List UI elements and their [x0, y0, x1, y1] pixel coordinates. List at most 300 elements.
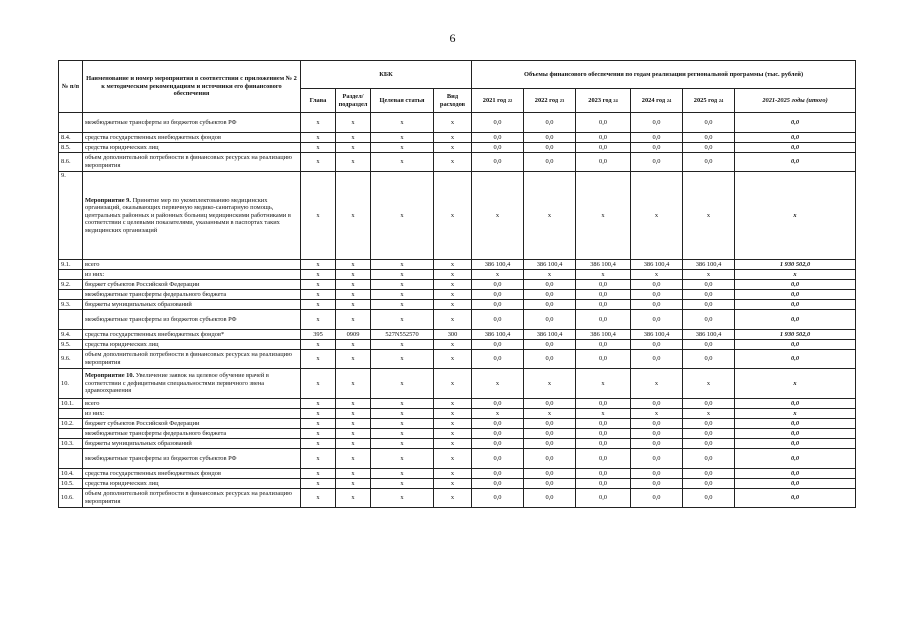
kbk-cell: x: [301, 489, 336, 508]
kbk-cell: x: [434, 143, 472, 153]
value-cell: 0,0: [524, 479, 576, 489]
kbk-cell: x: [336, 290, 371, 300]
kbk-cell: x: [301, 419, 336, 429]
value-cell: 0,0: [472, 429, 524, 439]
value-cell: 0,0: [683, 469, 735, 479]
value-cell: 0,0: [683, 429, 735, 439]
value-cell: 386 100,4: [472, 330, 524, 340]
value-cell: x: [472, 172, 524, 260]
total-cell: 0,0: [735, 489, 856, 508]
row-label: межбюджетные трансферты из бюджетов субъектов РФ: [85, 118, 237, 126]
kbk-cell: x: [434, 469, 472, 479]
row-label: средства государственных внебюджетных фондов: [85, 469, 221, 477]
kbk-cell: x: [371, 172, 434, 260]
value-cell: 0,0: [576, 290, 631, 300]
row-number: 9.6.: [59, 350, 83, 369]
kbk-cell: x: [371, 133, 434, 143]
kbk-cell: x: [301, 340, 336, 350]
value-cell: 0,0: [631, 419, 683, 429]
value-cell: x: [524, 369, 576, 399]
table-row: [59, 260, 856, 270]
kbk-cell: x: [371, 399, 434, 409]
total-cell: 0,0: [735, 300, 856, 310]
kbk-cell: x: [434, 280, 472, 290]
row-name: [83, 113, 301, 133]
row-number: 9.2.: [59, 280, 83, 290]
kbk-cell: x: [336, 310, 371, 330]
value-cell: 0,0: [683, 350, 735, 369]
value-cell: 386 100,4: [524, 260, 576, 270]
header-kbk-vid: Вид расходов: [434, 89, 472, 113]
value-cell: x: [683, 172, 735, 260]
value-cell: 0,0: [631, 310, 683, 330]
row-label: бюджет субъектов Российской Федерации: [85, 419, 200, 427]
kbk-cell: x: [301, 113, 336, 133]
value-cell: 0,0: [631, 143, 683, 153]
value-cell: 0,0: [576, 429, 631, 439]
table-row: [59, 469, 856, 479]
value-cell: 0,0: [631, 133, 683, 143]
value-cell: 0,0: [631, 399, 683, 409]
kbk-cell: x: [434, 399, 472, 409]
value-cell: 0,0: [683, 439, 735, 449]
row-label: Увеличение заявок на целевое обучение врачей в соответствии с дефицитными специальностями первичного звена здравоохранения: [85, 372, 269, 395]
kbk-cell: x: [336, 419, 371, 429]
header-year-2024: 2024 год 24: [631, 89, 683, 113]
kbk-cell: x: [371, 479, 434, 489]
value-cell: 0,0: [524, 113, 576, 133]
header-year-2022: 2022 год 23: [524, 89, 576, 113]
row-label: объем дополнительной потребности в финансовых ресурсах на реализацию мероприятия: [85, 154, 292, 169]
header-kbk-glava: Глава: [301, 89, 336, 113]
header-kbk-statya: Целевая статья: [371, 89, 434, 113]
value-cell: 0,0: [576, 439, 631, 449]
total-cell: 0,0: [735, 399, 856, 409]
value-cell: 386 100,4: [576, 260, 631, 270]
row-number: 8.4.: [59, 133, 83, 143]
table-row: [59, 300, 856, 310]
total-cell: 0,0: [735, 290, 856, 300]
row-name: [83, 409, 301, 419]
row-label: межбюджетные трансферты федерального бюджета: [85, 429, 227, 437]
kbk-cell: x: [336, 469, 371, 479]
row-name: [83, 429, 301, 439]
kbk-cell: x: [336, 153, 371, 172]
header-year-2021: 2021 год 22: [472, 89, 524, 113]
table-row: [59, 439, 856, 449]
kbk-cell: x: [371, 310, 434, 330]
value-cell: x: [576, 409, 631, 419]
kbk-cell: x: [336, 449, 371, 469]
table-row: [59, 340, 856, 350]
value-cell: 0,0: [631, 340, 683, 350]
value-cell: 0,0: [576, 300, 631, 310]
value-cell: 0,0: [576, 340, 631, 350]
value-cell: 0,0: [524, 133, 576, 143]
kbk-cell: x: [434, 172, 472, 260]
value-cell: 0,0: [524, 399, 576, 409]
value-cell: 0,0: [683, 419, 735, 429]
value-cell: 0,0: [631, 429, 683, 439]
kbk-cell: x: [301, 153, 336, 172]
row-number: [59, 449, 83, 469]
value-cell: x: [524, 270, 576, 280]
kbk-cell: x: [301, 300, 336, 310]
kbk-cell: x: [371, 280, 434, 290]
value-cell: 0,0: [472, 489, 524, 508]
value-cell: 386 100,4: [576, 330, 631, 340]
row-number: [59, 310, 83, 330]
row-label: средства государственных внебюджетных фондов: [85, 133, 221, 141]
value-cell: 0,0: [524, 280, 576, 290]
row-label: бюджеты муниципальных образований: [85, 300, 192, 308]
kbk-cell: x: [301, 429, 336, 439]
row-number: 10.2.: [59, 419, 83, 429]
kbk-cell: x: [434, 300, 472, 310]
table-row: [59, 449, 856, 469]
value-cell: x: [631, 270, 683, 280]
value-cell: x: [576, 270, 631, 280]
row-name: [83, 439, 301, 449]
value-cell: x: [576, 172, 631, 260]
kbk-cell: x: [371, 340, 434, 350]
kbk-cell: x: [371, 260, 434, 270]
total-cell: 1 930 502,0: [735, 260, 856, 270]
value-cell: 0,0: [524, 439, 576, 449]
value-cell: 0,0: [631, 113, 683, 133]
value-cell: 0,0: [576, 469, 631, 479]
row-number: [59, 429, 83, 439]
value-cell: 386 100,4: [472, 260, 524, 270]
value-cell: x: [472, 369, 524, 399]
total-cell: 0,0: [735, 479, 856, 489]
kbk-cell: x: [371, 350, 434, 369]
table-row: [59, 133, 856, 143]
table-row: [59, 153, 856, 172]
value-cell: 0,0: [576, 489, 631, 508]
kbk-cell: x: [371, 369, 434, 399]
row-label: Принятие мер по укомплектованию медицинских организаций, оказывающих первичную медико-санитарную помощь, центральных районных и районных больниц медицинскими работниками в соответствии с целевыми показателями, указанными в паспортах таких медицинских организаций: [85, 196, 291, 234]
value-cell: 0,0: [683, 300, 735, 310]
kbk-cell: x: [336, 133, 371, 143]
total-cell: 0,0: [735, 449, 856, 469]
value-cell: 0,0: [631, 350, 683, 369]
kbk-cell: x: [371, 290, 434, 300]
table-row: [59, 113, 856, 133]
value-cell: x: [683, 369, 735, 399]
kbk-cell: x: [434, 489, 472, 508]
kbk-cell: x: [371, 439, 434, 449]
kbk-cell: x: [336, 172, 371, 260]
value-cell: 0,0: [683, 153, 735, 172]
table-row: [59, 270, 856, 280]
kbk-cell: 300: [434, 330, 472, 340]
value-cell: 0,0: [576, 449, 631, 469]
row-label: объем дополнительной потребности в финансовых ресурсах на реализацию мероприятия: [85, 490, 292, 505]
total-cell: 0,0: [735, 133, 856, 143]
kbk-cell: 527N552570: [371, 330, 434, 340]
kbk-cell: x: [336, 260, 371, 270]
value-cell: 0,0: [472, 133, 524, 143]
row-label: средства юридических лиц: [85, 340, 159, 348]
row-name: [83, 340, 301, 350]
kbk-cell: x: [371, 153, 434, 172]
table-row: [59, 310, 856, 330]
kbk-cell: x: [301, 133, 336, 143]
value-cell: 0,0: [683, 479, 735, 489]
value-cell: 0,0: [472, 113, 524, 133]
row-number: 8.6.: [59, 153, 83, 172]
value-cell: 0,0: [631, 469, 683, 479]
value-cell: 0,0: [683, 143, 735, 153]
total-cell: 0,0: [735, 280, 856, 290]
total-cell: x: [735, 172, 856, 260]
table-row: [59, 489, 856, 508]
row-name: [83, 479, 301, 489]
table-row: [59, 350, 856, 369]
table-row: [59, 479, 856, 489]
value-cell: 0,0: [472, 469, 524, 479]
row-number: [59, 290, 83, 300]
table-row: [59, 429, 856, 439]
kbk-cell: x: [371, 449, 434, 469]
kbk-cell: x: [336, 429, 371, 439]
kbk-cell: x: [336, 399, 371, 409]
header-kbk: КБК: [301, 61, 472, 89]
kbk-cell: x: [434, 113, 472, 133]
value-cell: 0,0: [683, 489, 735, 508]
row-number: [59, 270, 83, 280]
row-label: межбюджетные трансферты из бюджетов субъектов РФ: [85, 315, 237, 323]
table-row: [59, 409, 856, 419]
row-number: 10.: [59, 369, 83, 399]
kbk-cell: x: [434, 479, 472, 489]
value-cell: 0,0: [472, 449, 524, 469]
row-number: 10.6.: [59, 489, 83, 508]
kbk-cell: x: [301, 479, 336, 489]
row-label: всего: [85, 260, 100, 268]
value-cell: 0,0: [631, 489, 683, 508]
kbk-cell: x: [371, 489, 434, 508]
kbk-cell: x: [336, 270, 371, 280]
kbk-cell: x: [371, 429, 434, 439]
kbk-cell: x: [434, 340, 472, 350]
kbk-cell: x: [301, 172, 336, 260]
row-label: межбюджетные трансферты федерального бюджета: [85, 290, 227, 298]
table-row: [59, 419, 856, 429]
value-cell: 0,0: [472, 153, 524, 172]
row-name: [83, 449, 301, 469]
row-label: всего: [85, 399, 100, 407]
kbk-cell: x: [301, 280, 336, 290]
row-number: 9.4.: [59, 330, 83, 340]
value-cell: 0,0: [524, 350, 576, 369]
row-name: [83, 469, 301, 479]
row-number: 9.3.: [59, 300, 83, 310]
total-cell: 0,0: [735, 419, 856, 429]
value-cell: 0,0: [631, 449, 683, 469]
value-cell: 0,0: [576, 310, 631, 330]
value-cell: 0,0: [524, 429, 576, 439]
row-name: [83, 290, 301, 300]
kbk-cell: x: [434, 270, 472, 280]
row-label: объем дополнительной потребности в финансовых ресурсах на реализацию мероприятия: [85, 351, 292, 366]
value-cell: 0,0: [576, 280, 631, 290]
row-label: средства государственных внебюджетных фондов*: [85, 330, 225, 338]
value-cell: 386 100,4: [631, 330, 683, 340]
kbk-cell: x: [371, 419, 434, 429]
row-name: [83, 260, 301, 270]
row-name: [83, 153, 301, 172]
row-number: 10.3.: [59, 439, 83, 449]
row-name: [83, 172, 301, 260]
kbk-cell: x: [434, 153, 472, 172]
total-cell: x: [735, 409, 856, 419]
event-title: Мероприятие 9.: [85, 196, 131, 204]
row-name: [83, 310, 301, 330]
row-label: средства юридических лиц: [85, 143, 159, 151]
total-cell: 0,0: [735, 469, 856, 479]
kbk-cell: x: [371, 469, 434, 479]
kbk-cell: x: [301, 449, 336, 469]
value-cell: 0,0: [472, 143, 524, 153]
total-cell: x: [735, 369, 856, 399]
value-cell: 0,0: [524, 469, 576, 479]
header-total: 2021-2025 годы (итого): [735, 89, 856, 113]
value-cell: 0,0: [472, 479, 524, 489]
total-cell: 0,0: [735, 350, 856, 369]
row-name: [83, 419, 301, 429]
kbk-cell: x: [301, 409, 336, 419]
value-cell: 0,0: [683, 310, 735, 330]
table-row: [59, 143, 856, 153]
total-cell: 0,0: [735, 439, 856, 449]
value-cell: 0,0: [576, 419, 631, 429]
value-cell: 0,0: [524, 449, 576, 469]
value-cell: 0,0: [683, 280, 735, 290]
kbk-cell: x: [371, 113, 434, 133]
kbk-cell: x: [301, 399, 336, 409]
value-cell: x: [631, 409, 683, 419]
value-cell: 0,0: [576, 479, 631, 489]
value-cell: 0,0: [683, 113, 735, 133]
value-cell: 0,0: [576, 133, 631, 143]
kbk-cell: x: [434, 419, 472, 429]
kbk-cell: x: [434, 449, 472, 469]
header-year-2023: 2023 год 24: [576, 89, 631, 113]
total-cell: 0,0: [735, 143, 856, 153]
kbk-cell: x: [434, 369, 472, 399]
table-row: [59, 399, 856, 409]
total-cell: 0,0: [735, 310, 856, 330]
kbk-cell: x: [301, 439, 336, 449]
total-cell: 0,0: [735, 113, 856, 133]
kbk-cell: x: [336, 300, 371, 310]
value-cell: 386 100,4: [524, 330, 576, 340]
kbk-cell: x: [434, 429, 472, 439]
value-cell: 0,0: [631, 300, 683, 310]
value-cell: 0,0: [683, 399, 735, 409]
table-row: [59, 280, 856, 290]
table-body: [59, 113, 856, 508]
kbk-cell: x: [301, 350, 336, 369]
value-cell: 0,0: [524, 310, 576, 330]
row-label: межбюджетные трансферты из бюджетов субъектов РФ: [85, 454, 237, 462]
value-cell: 0,0: [576, 113, 631, 133]
kbk-cell: x: [336, 439, 371, 449]
row-label: средства юридических лиц: [85, 479, 159, 487]
value-cell: x: [683, 270, 735, 280]
total-cell: 0,0: [735, 153, 856, 172]
value-cell: x: [631, 369, 683, 399]
value-cell: 386 100,4: [683, 330, 735, 340]
value-cell: 0,0: [576, 143, 631, 153]
value-cell: 0,0: [472, 290, 524, 300]
value-cell: 0,0: [576, 153, 631, 172]
row-number: 8.5.: [59, 143, 83, 153]
kbk-cell: x: [336, 409, 371, 419]
header-kbk-razdel: Раздел/ подраздел: [336, 89, 371, 113]
total-cell: 1 930 502,0: [735, 330, 856, 340]
value-cell: x: [472, 409, 524, 419]
header-num: № п/п: [59, 61, 83, 113]
kbk-cell: 395: [301, 330, 336, 340]
kbk-cell: x: [336, 479, 371, 489]
row-number: 9.: [59, 172, 83, 260]
row-name: [83, 489, 301, 508]
value-cell: x: [576, 369, 631, 399]
row-name: [83, 350, 301, 369]
row-label: из них:: [85, 409, 105, 417]
total-cell: 0,0: [735, 429, 856, 439]
value-cell: 0,0: [524, 143, 576, 153]
table-row: [59, 290, 856, 300]
value-cell: 0,0: [524, 419, 576, 429]
value-cell: 0,0: [683, 340, 735, 350]
value-cell: 0,0: [683, 290, 735, 300]
value-cell: 0,0: [472, 340, 524, 350]
value-cell: 0,0: [472, 300, 524, 310]
kbk-cell: x: [301, 469, 336, 479]
value-cell: 0,0: [524, 340, 576, 350]
row-label: бюджет субъектов Российской Федерации: [85, 280, 200, 288]
value-cell: 0,0: [631, 479, 683, 489]
kbk-cell: x: [336, 340, 371, 350]
table-row: [59, 330, 856, 340]
value-cell: 0,0: [683, 449, 735, 469]
funding-table: [58, 60, 856, 508]
row-number: 10.4.: [59, 469, 83, 479]
kbk-cell: x: [371, 270, 434, 280]
kbk-cell: x: [301, 310, 336, 330]
value-cell: x: [631, 172, 683, 260]
value-cell: x: [524, 172, 576, 260]
header-year-2025: 2025 год 24: [683, 89, 735, 113]
row-name: [83, 369, 301, 399]
kbk-cell: x: [434, 260, 472, 270]
row-number: 10.1.: [59, 399, 83, 409]
row-number: 9.5.: [59, 340, 83, 350]
kbk-cell: x: [336, 280, 371, 290]
kbk-cell: x: [371, 143, 434, 153]
kbk-cell: x: [371, 409, 434, 419]
row-number: [59, 409, 83, 419]
value-cell: 0,0: [524, 290, 576, 300]
row-label: из них:: [85, 270, 105, 278]
value-cell: x: [683, 409, 735, 419]
kbk-cell: x: [434, 310, 472, 330]
header-funding: Объемы финансового обеспечения по годам реализации региональной программы (тыс. рублей): [472, 61, 856, 89]
